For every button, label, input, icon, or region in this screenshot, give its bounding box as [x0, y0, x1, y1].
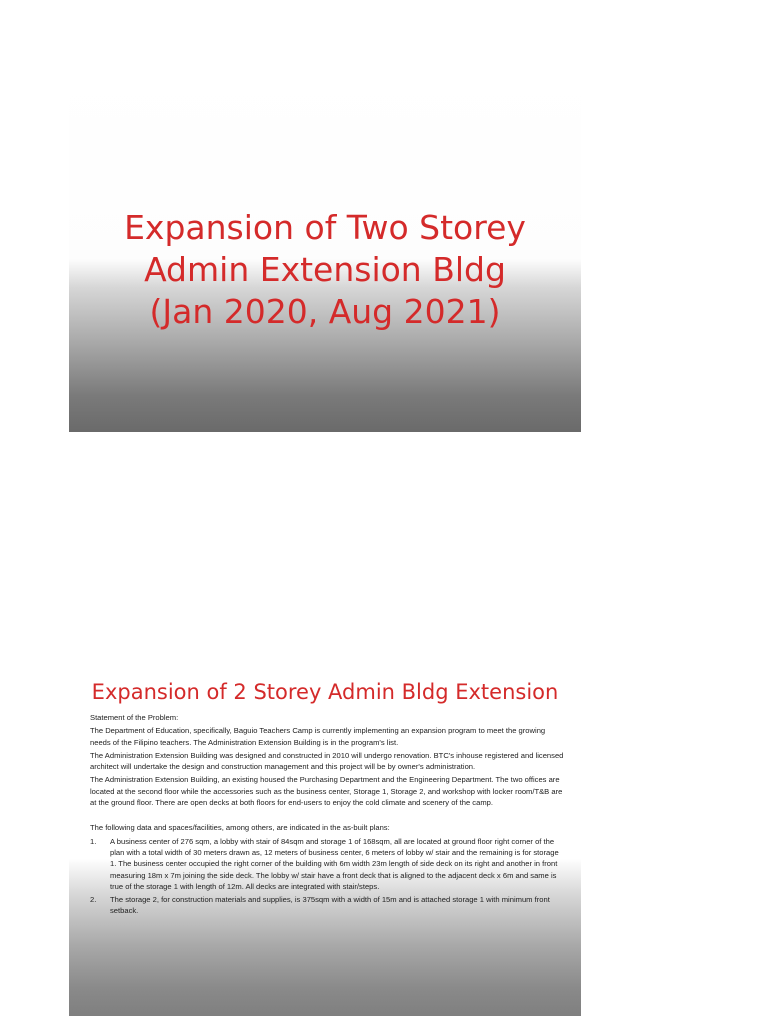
slide-title — [69, 207, 581, 333]
statement-heading: Statement of the Problem: — [90, 713, 179, 722]
list-item-number: 1. — [90, 836, 97, 846]
content-slide — [69, 666, 581, 1016]
list-intro: The following data and spaces/facilities, among others, are indicated in the as-built plans: — [90, 823, 390, 833]
paragraph: The Department of Education, specifically, Baguio Teachers Camp is currently implementing an expansion program to meet the growing needs of the Filipino teachers. The Administration Extension Building is in the program's list. — [90, 726, 546, 747]
list-item-text: The storage 2, for construction materials and supplies, is 375sqm with a width of 15m and is attached storage 1 with minimum front setback. — [110, 895, 550, 916]
slide-heading: Expansion of 2 Storey Admin Bldg Extension — [91, 680, 559, 704]
slide-title-line-3: (Jan 2020, Aug 2021) — [149, 292, 501, 331]
paragraph: The Administration Extension Building, an existing housed the Purchasing Department and the Engineering Department. The two offices are located at the second floor while the accessories such as the business center, Storage 1, Storage 2, and workshop with locker room/T&B are at the ground floor. There are open decks at both floors for end-users to enjoy the cold climate and scenery of the camp. — [90, 775, 563, 808]
data-list — [90, 836, 567, 917]
list-item-text: A business center of 276 sqm, a lobby with stair of 84sqm and storage 1 of 168sqm, all are located at ground floor right corner of the plan with a total width of 30 meters drawn as, 12 meters of business center, 6 meters of lobby w/ stair and the remaining is for storage 1. The business center occupied the right corner of the building with 6m width 23m length of side deck on its right and another in front measuring 18m x 7m joining the side deck. The lobby w/ stair have a front deck that is aligned to the adjacent deck x 6m and same is true of the storage 1 with length of 12m. All decks are integrated with stair/steps. — [110, 836, 559, 891]
slide-title-line-2: Admin Extension Bldg — [144, 250, 506, 289]
list-item — [90, 894, 567, 917]
list-item — [90, 836, 567, 892]
slide-title-line-1: Expansion of Two Storey — [124, 208, 526, 247]
list-item-number: 2. — [90, 895, 97, 905]
title-slide — [69, 72, 581, 432]
spacer — [90, 810, 567, 822]
slide-body — [90, 712, 567, 919]
paragraph: The Administration Extension Building was designed and constructed in 2010 will undergo renovation. BTC's inhouse registered and licensed architect will undertake the design and construction management and this project will be by owner's administration. — [90, 750, 564, 772]
